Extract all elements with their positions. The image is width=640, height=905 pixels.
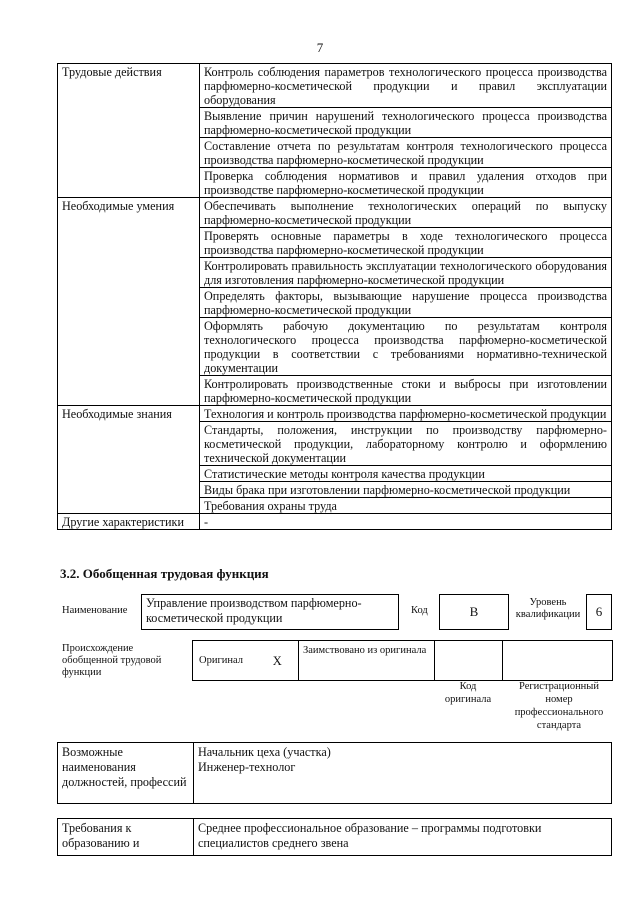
table-cell: Требования охраны труда: [200, 498, 612, 514]
table-cell: Виды брака при изготовлении парфюмерно-косметической продукции: [200, 482, 612, 498]
group-label: Необходимые умения: [58, 198, 200, 406]
code-original-caption: Код оригинала: [444, 681, 492, 705]
original-label: Оригинал: [193, 641, 257, 681]
name-label: Наименование: [62, 605, 128, 616]
table-cell: Выявление причин нарушений технологического процесса производства парфюмерно-косметической продукции: [200, 108, 612, 138]
table-row: [58, 198, 612, 228]
positions-values: [194, 743, 612, 804]
group-label: Другие характеристики: [58, 514, 200, 530]
table-cell: Статистические методы контроля качества продукции: [200, 466, 612, 482]
table-cell: Проверка соблюдения нормативов и правил удаления отходов при производстве парфюмерно-косметической продукции: [200, 168, 612, 198]
table-cell: Составление отчета по результатам контроля технологического процесса производства парфюмерно-косметической продукции: [200, 138, 612, 168]
table-row: [58, 406, 612, 422]
borrowed-label: Заимствовано из оригинала: [299, 641, 435, 681]
table-cell: Стандарты, положения, инструкции по производству парфюмерно-косметической продукции, лабораторному контролю и оформлению технической документации: [200, 422, 612, 466]
reg-number-cell: [503, 641, 613, 681]
table-row: [58, 514, 612, 530]
original-mark: X: [257, 641, 299, 681]
table-cell: Контролировать правильность эксплуатации технологического оборудования для изготовления парфюмерно-косметической продукции: [200, 258, 612, 288]
function-code-box: B: [439, 594, 509, 630]
labor-functions-table: [57, 63, 612, 530]
table-cell: -: [200, 514, 612, 530]
positions-label: Возможные наименования должностей, профессий: [58, 743, 194, 804]
group-label: Трудовые действия: [58, 64, 200, 198]
page-number: 7: [316, 40, 324, 55]
table-cell: Проверять основные параметры в ходе технологического процесса производства парфюмерно-косметической продукции: [200, 228, 612, 258]
qualification-level-box: 6: [586, 594, 612, 630]
original-code-cell: [435, 641, 503, 681]
function-name-box: Управление производством парфюмерно-косметической продукции: [141, 594, 399, 630]
position-item: Начальник цеха (участка): [198, 745, 331, 759]
group-label: Необходимые знания: [58, 406, 200, 514]
table-cell: Контролировать производственные стоки и выбросы при изготовлении парфюмерно-косметической продукции: [200, 376, 612, 406]
table-cell: Контроль соблюдения параметров технологического процесса производства парфюмерно-косметической продукции и правил эксплуатации оборудования: [200, 64, 612, 108]
origin-label: Происхождение обобщенной трудовой функции: [62, 643, 162, 678]
qualification-level-label: Уровень квалификации: [515, 597, 581, 620]
education-label: Требования к образованию и: [58, 819, 194, 856]
table-row: [58, 64, 612, 108]
table-cell: Обеспечивать выполнение технологических операций по выпуску парфюмерно-косметической продукции: [200, 198, 612, 228]
education-table: [57, 818, 612, 856]
code-label: Код: [411, 605, 428, 616]
origin-table: [192, 640, 613, 681]
reg-number-caption: Регистрационный номер профессионального стандарта: [514, 681, 604, 731]
table-cell: Технология и контроль производства парфюмерно-косметической продукции: [200, 406, 612, 422]
table-cell: Определять факторы, вызывающие нарушение процесса производства парфюмерно-косметической продукции: [200, 288, 612, 318]
education-value: Среднее профессиональное образование – программы подготовки специалистов среднего звена: [194, 819, 612, 856]
table-cell: Оформлять рабочую документацию по результатам контроля технологического процесса производства парфюмерно-косметической продукции в соответствии с требованиями нормативно-технической документации: [200, 318, 612, 376]
section-title: 3.2. Обобщенная трудовая функция: [60, 566, 269, 581]
positions-table: [57, 742, 612, 804]
position-item: Инженер-технолог: [198, 760, 296, 774]
